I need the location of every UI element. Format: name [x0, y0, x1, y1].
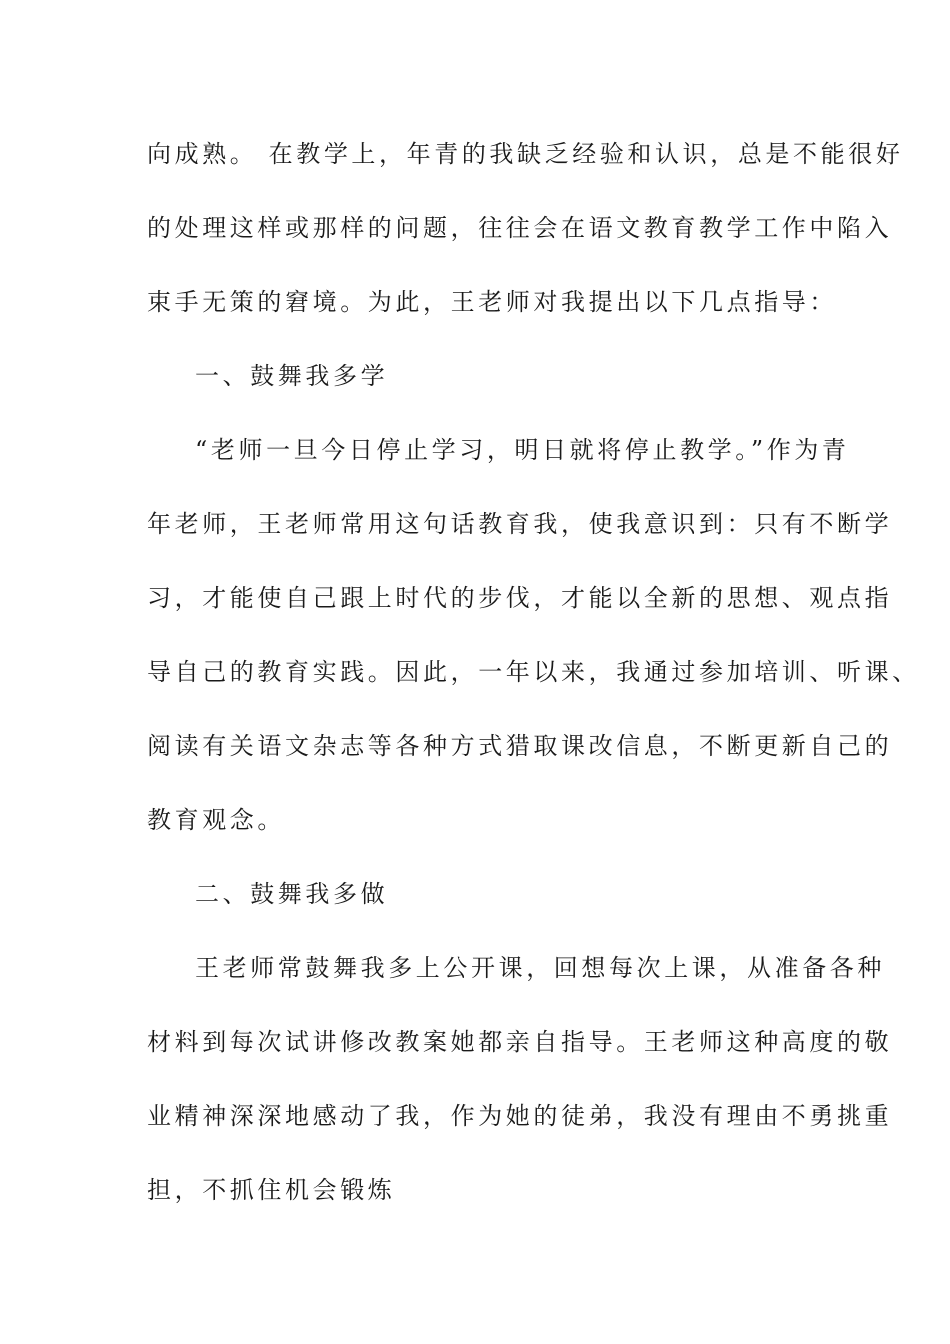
text-line: 阅读有关语文杂志等各种方式猎取课改信息，不断更新自己的: [147, 732, 893, 760]
body-text: [147, 130, 920, 1240]
text-line: 年老师，王老师常用这句话教育我，使我意识到：只有不断学: [147, 510, 893, 538]
text-line: 业精神深深地感动了我，作为她的徒弟，我没有理由不勇挑重: [147, 1102, 893, 1130]
text-line: 束手无策的窘境。为此，王老师对我提出以下几点指导：: [147, 288, 837, 316]
section-heading-1: 一、鼓舞我多学: [195, 362, 389, 390]
text-line: 习，才能使自己跟上时代的步伐，才能以全新的思想、观点指: [147, 584, 893, 612]
text-line: 王老师常鼓舞我多上公开课，回想每次上课，从准备各种: [195, 954, 885, 982]
section-heading-2: 二、鼓舞我多做: [195, 880, 389, 908]
text-line: 的处理这样或那样的问题，往往会在语文教育教学工作中陷入: [147, 214, 893, 242]
text-line: 导自己的教育实践。因此，一年以来，我通过参加培训、听课、: [147, 658, 920, 686]
text-line: 教育观念。: [147, 806, 285, 834]
text-line: 材料到每次试讲修改教案她都亲自指导。王老师这种高度的敬: [147, 1028, 893, 1056]
text-line: 向成熟。 在教学上，年青的我缺乏经验和认识，总是不能很好: [147, 140, 904, 168]
text-line: “老师一旦今日停止学习，明日就将停止教学。”作为青: [195, 436, 850, 464]
text-line: 担，不抓住机会锻炼: [147, 1176, 396, 1204]
